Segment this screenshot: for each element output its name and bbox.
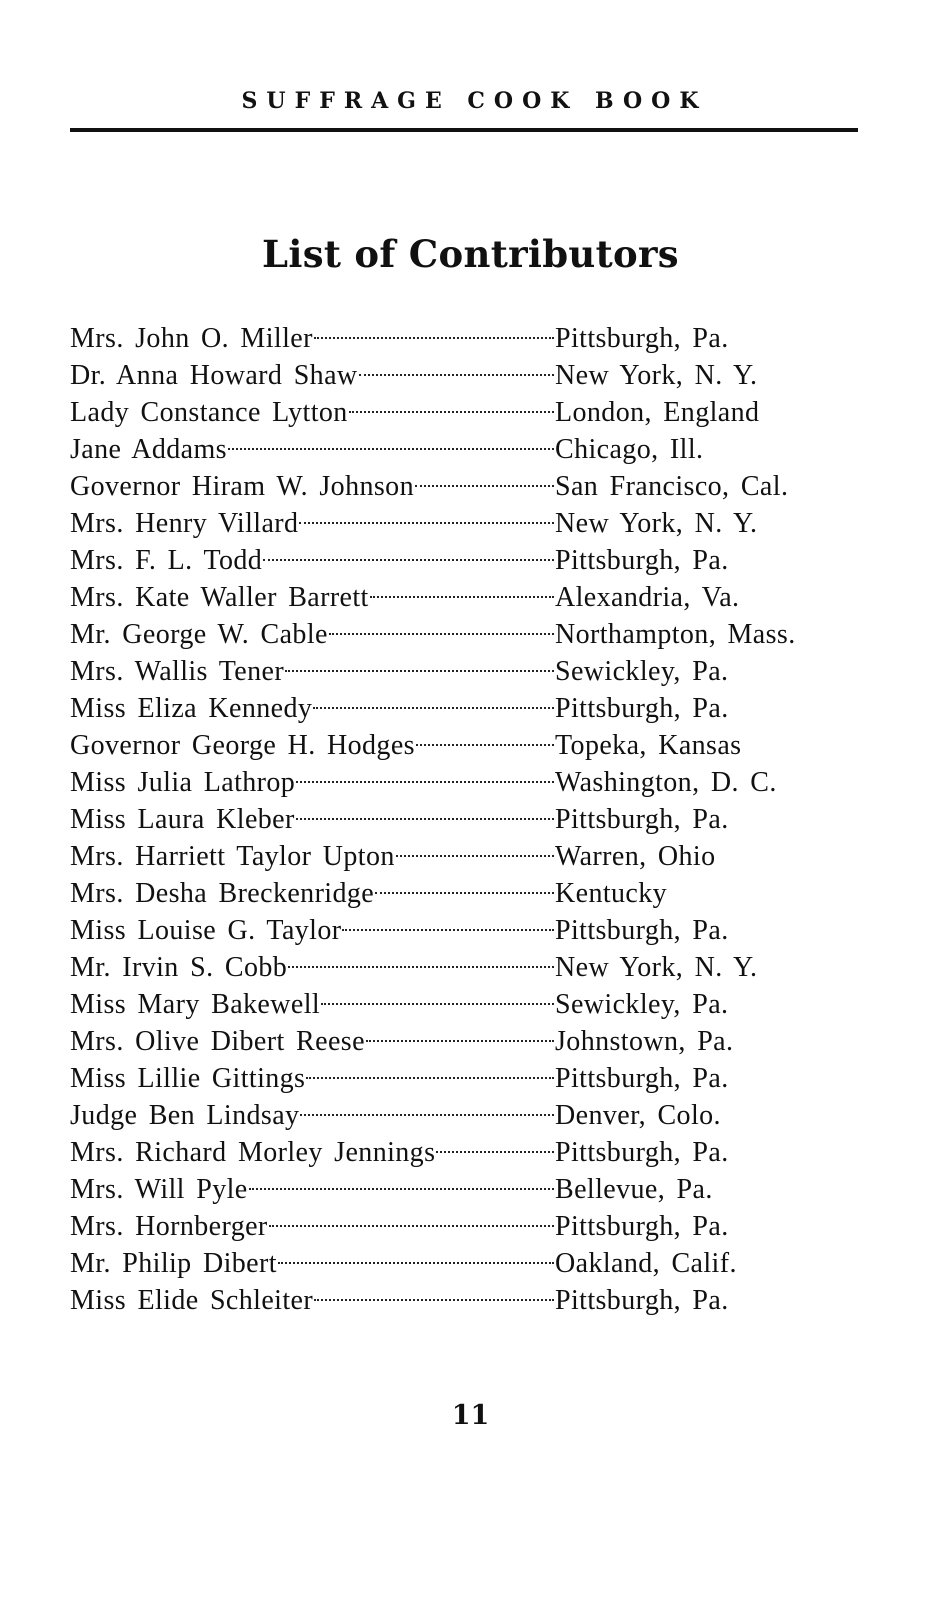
- dot-leader: [329, 606, 554, 643]
- header-rule: [70, 128, 858, 132]
- dot-leader: [296, 791, 554, 828]
- contributor-name: Mrs. Kate Waller Barrett: [70, 582, 369, 613]
- dot-leader: [375, 865, 554, 902]
- contributor-place: Pittsburgh, Pa.: [555, 1285, 729, 1316]
- dot-leader: [370, 569, 554, 606]
- contributor-place: Pittsburgh, Pa.: [555, 1137, 729, 1168]
- contributor-place: Northampton, Mass.: [555, 619, 796, 650]
- contributor-name: Mrs. Wallis Tener: [70, 656, 285, 687]
- contributor-name: Mr. Irvin S. Cobb: [70, 952, 288, 983]
- dot-leader: [285, 643, 554, 680]
- contributor-place: Denver, Colo.: [555, 1100, 721, 1131]
- contributor-name: Mrs. Hornberger: [70, 1211, 268, 1242]
- contributor-name: Miss Lillie Gittings: [70, 1063, 306, 1094]
- contributor-name: Mrs. John O. Miller: [70, 323, 313, 354]
- contributor-place: Bellevue, Pa.: [555, 1174, 713, 1205]
- contributor-place: Johnstown, Pa.: [555, 1026, 734, 1057]
- contributor-place: San Francisco, Cal.: [555, 471, 789, 502]
- contributor-place: Pittsburgh, Pa.: [555, 1211, 729, 1242]
- contributor-place: Pittsburgh, Pa.: [555, 693, 729, 724]
- dot-leader: [269, 1198, 554, 1235]
- dot-leader: [249, 1161, 554, 1198]
- page-title: List of Contributors: [262, 232, 679, 276]
- dot-leader: [306, 1050, 554, 1087]
- dot-leader: [314, 1272, 554, 1309]
- dot-leader: [436, 1124, 554, 1161]
- contributor-row: [70, 310, 860, 354]
- contributor-place: London, England: [555, 397, 760, 428]
- contributor-name: Mrs. Desha Breckenridge: [70, 878, 375, 909]
- contributor-name: Dr. Anna Howard Shaw: [70, 360, 358, 391]
- contributor-name: Judge Ben Lindsay: [70, 1100, 300, 1131]
- contributor-name: Governor Hiram W. Johnson: [70, 471, 414, 502]
- dot-leader: [263, 532, 554, 569]
- page-number: 11: [451, 1400, 490, 1431]
- contributor-place: Alexandria, Va.: [555, 582, 740, 613]
- contributor-place: Sewickley, Pa.: [555, 656, 729, 687]
- dot-leader: [300, 1087, 554, 1124]
- contributor-name: Miss Laura Kleber: [70, 804, 295, 835]
- dot-leader: [366, 1013, 554, 1050]
- running-header: SUFFRAGE COOK BOOK: [241, 88, 708, 114]
- dot-leader: [314, 310, 554, 347]
- contributor-name: Mr. George W. Cable: [70, 619, 328, 650]
- dot-leader: [359, 347, 554, 384]
- contributor-place: Warren, Ohio: [555, 841, 716, 872]
- contributor-place: New York, N. Y.: [555, 952, 758, 983]
- dot-leader: [299, 495, 554, 532]
- dot-leader: [288, 939, 554, 976]
- contributor-name: Mrs. Henry Villard: [70, 508, 299, 539]
- contributor-name: Miss Eliza Kennedy: [70, 693, 313, 724]
- contributor-name: Mrs. Richard Morley Jennings: [70, 1137, 436, 1168]
- contributor-place: Kentucky: [555, 878, 668, 909]
- dot-leader: [416, 717, 554, 754]
- contributor-place: Oakland, Calif.: [555, 1248, 737, 1279]
- contributor-name: Miss Louise G. Taylor: [70, 915, 342, 946]
- dot-leader: [313, 680, 554, 717]
- contributor-place: New York, N. Y.: [555, 508, 758, 539]
- contributor-name: Mrs. F. L. Todd: [70, 545, 263, 576]
- contributor-name: Miss Julia Lathrop: [70, 767, 296, 798]
- contributor-name: Mrs. Olive Dibert Reese: [70, 1026, 365, 1057]
- dot-leader: [396, 828, 554, 865]
- contributor-name: Miss Mary Bakewell: [70, 989, 321, 1020]
- contributor-name: Miss Elide Schleiter: [70, 1285, 314, 1316]
- dot-leader: [296, 754, 554, 791]
- dot-leader: [342, 902, 554, 939]
- dot-leader: [321, 976, 554, 1013]
- contributor-place: Pittsburgh, Pa.: [555, 545, 729, 576]
- dot-leader: [228, 421, 554, 458]
- contributor-place: Sewickley, Pa.: [555, 989, 729, 1020]
- dot-leader: [278, 1235, 554, 1272]
- contributor-place: Pittsburgh, Pa.: [555, 915, 729, 946]
- dot-leader: [415, 458, 554, 495]
- contributor-name: Jane Addams: [70, 434, 227, 465]
- contributor-place: Chicago, Ill.: [555, 434, 704, 465]
- contributor-place: New York, N. Y.: [555, 360, 758, 391]
- contributor-place: Pittsburgh, Pa.: [555, 1063, 729, 1094]
- contributors-list: [70, 310, 860, 1316]
- contributor-name: Mrs. Will Pyle: [70, 1174, 248, 1205]
- contributor-name: Mrs. Harriett Taylor Upton: [70, 841, 395, 872]
- contributor-place: Pittsburgh, Pa.: [555, 323, 729, 354]
- contributor-name: Governor George H. Hodges: [70, 730, 415, 761]
- contributor-place: Washington, D. C.: [555, 767, 777, 798]
- contributor-place: Pittsburgh, Pa.: [555, 804, 729, 835]
- contributor-name: Lady Constance Lytton: [70, 397, 348, 428]
- contributor-place: Topeka, Kansas: [555, 730, 742, 761]
- contributor-name: Mr. Philip Dibert: [70, 1248, 277, 1279]
- dot-leader: [349, 384, 554, 421]
